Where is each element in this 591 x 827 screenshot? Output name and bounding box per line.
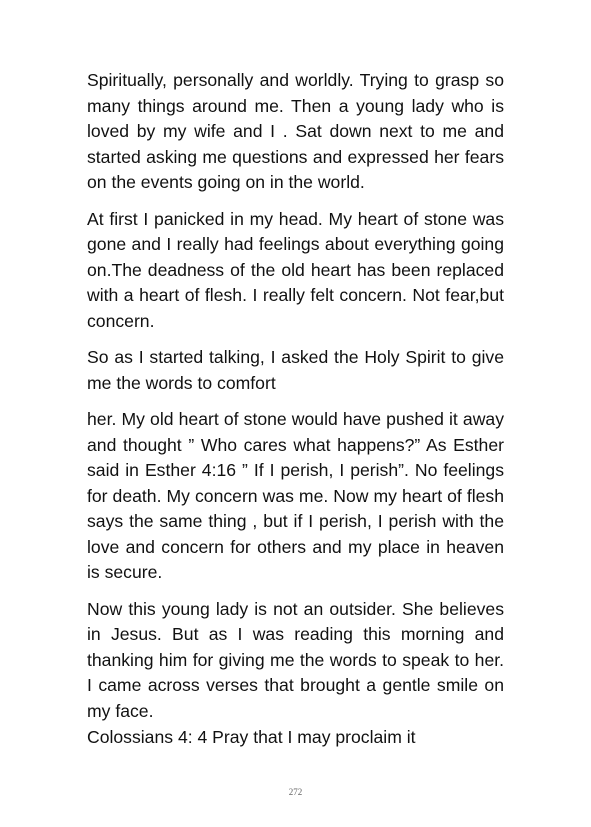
paragraph-4: her. My old heart of stone would have pushed it away and thought ” Who cares what happens?” As Esther said in Esther 4:16 ” If I perish, I perish”. No feelings for death. My concern was me. Now my heart of flesh says the same thing , but if I perish, I perish with the love and concern for others and my place in heaven is secure. bbox=[87, 408, 504, 583]
paragraph-5: Now this young lady is not an outsider. She believes in Jesus. But as I was reading this morning and thanking him for giving me the words to speak to her. I came across verses that brought a gentle smile on my face. bbox=[87, 598, 504, 722]
page-number: 272 bbox=[288, 787, 303, 797]
paragraph-3: So as I started talking, I asked the Holy Spirit to give me the words to comfort bbox=[87, 347, 504, 393]
page-body bbox=[87, 68, 504, 750]
paragraph-6: Colossians 4: 4 Pray that I may proclaim it bbox=[87, 726, 416, 747]
paragraph-1: Spiritually, personally and worldly. Trying to grasp so many things around me. Then a young lady who is loved by my wife and I . Sat down next to me and started asking me questions and expressed her fears on the events going on in the world. bbox=[87, 70, 504, 193]
paragraph-2: At first I panicked in my head. My heart of stone was gone and I really had feelings about everything going on.The deadness of the old heart has been replaced with a heart of flesh. I really felt concern. Not fear,but concern. bbox=[87, 208, 504, 331]
